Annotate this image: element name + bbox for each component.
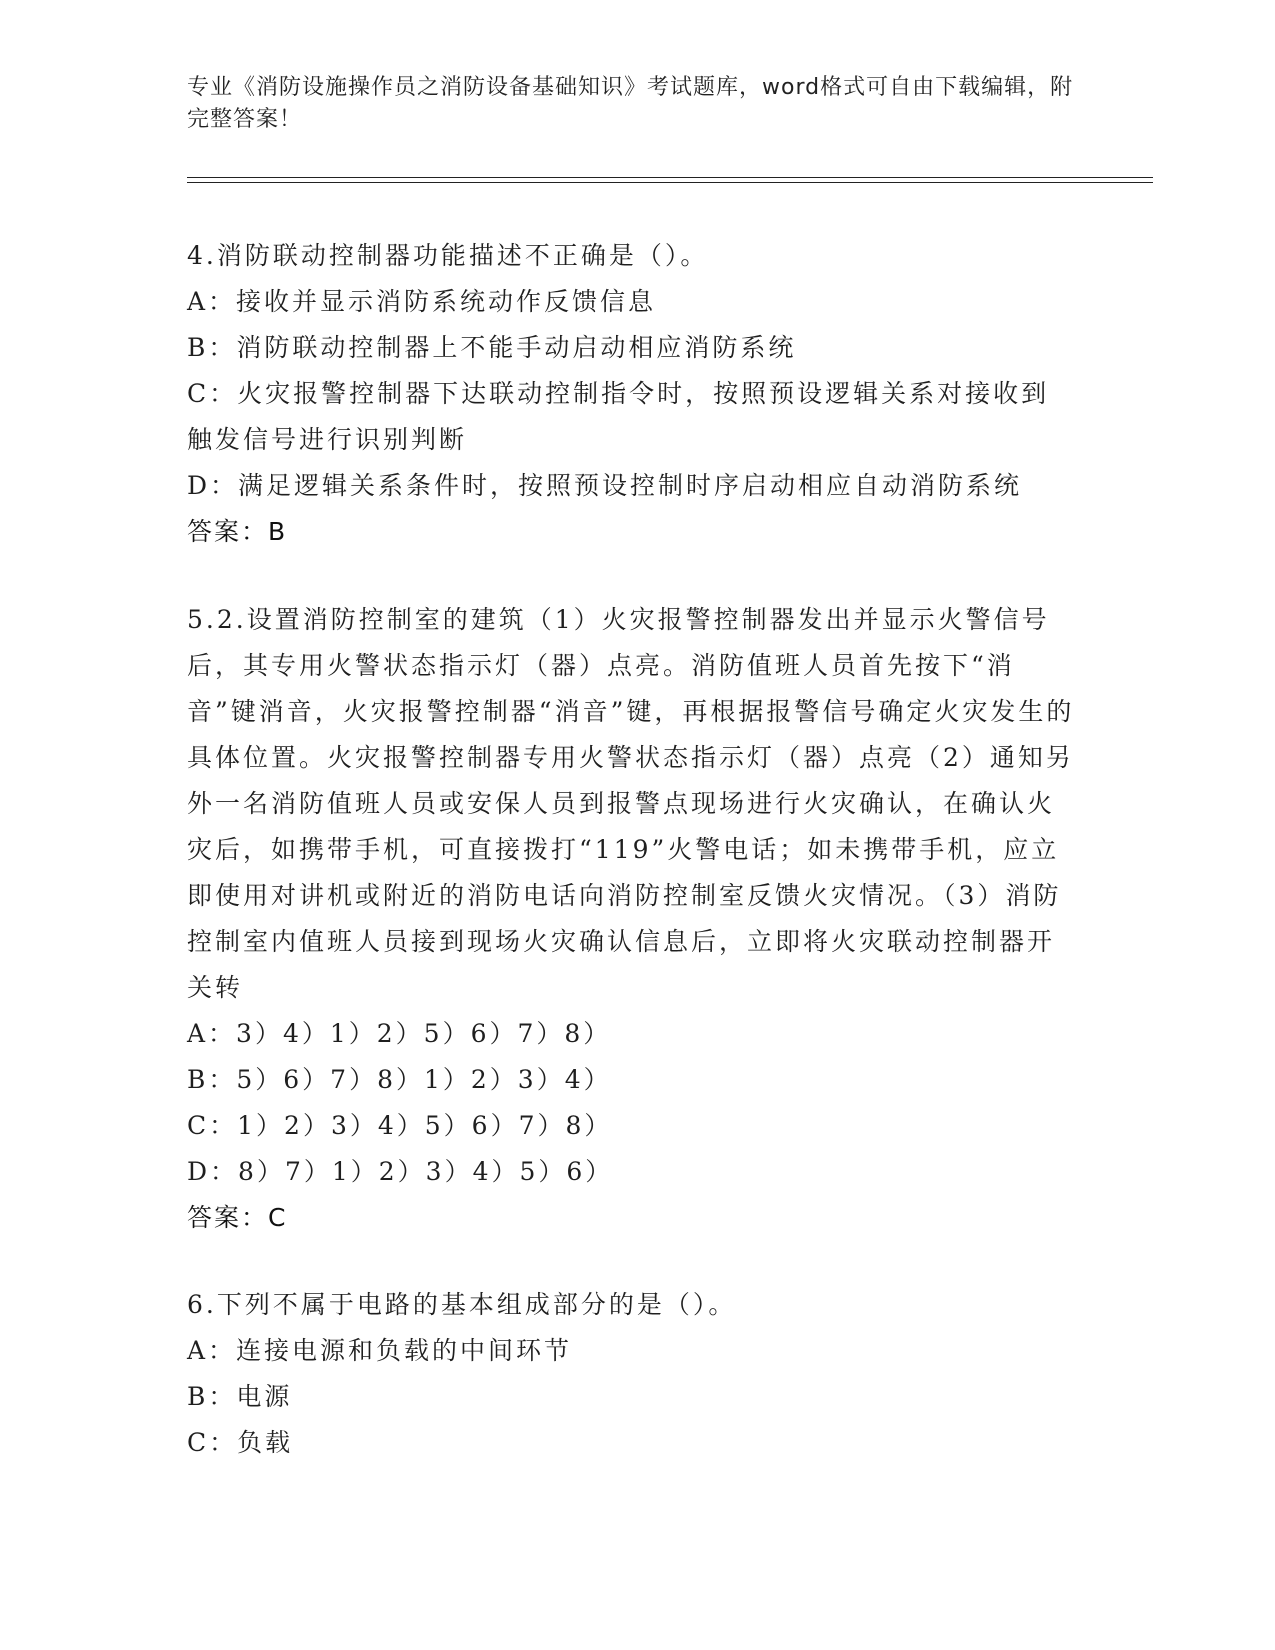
option-b: B：电源	[187, 1382, 293, 1411]
question-stem: 4.消防联动控制器功能描述不正确是（）。	[187, 241, 709, 270]
question-stem: 6.下列不属于电路的基本组成部分的是（）。	[187, 1290, 737, 1319]
document-header: 专业《消防设施操作员之消防设备基础知识》考试题库，word格式可自由下载编辑，附完整答案！	[187, 75, 1074, 132]
question-stem: 5.2.设置消防控制室的建筑（1）火灾报警控制器发出并显示火警信号后，其专用火警状态指示灯（器）点亮。消防值班人员首先按下“消音”键消音，火灾报警控制器“消音”键，再根据报警信号确定火灾发生的具体位置。火灾报警控制器专用火警状态指示灯（器）点亮（2）通知另外一名消防值班人员或安保人员到报警点现场进行火灾确认，在确认火灾后，如携带手机，可直接拨打“119”火警电话；如未携带手机，应立即使用对讲机或附近的消防电话向消防控制室反馈火灾情况。（3）消防控制室内值班人员接到现场火灾确认信息后，立即将火灾联动控制器开关转	[187, 605, 1075, 1002]
option-a: A：接收并显示消防系统动作反馈信息	[187, 287, 657, 316]
question-6	[187, 1282, 1077, 1466]
answer-label: 答案：C	[187, 1203, 288, 1232]
option-a: A：3）4）1）2）5）6）7）8）	[187, 1019, 612, 1048]
header-divider-top	[187, 177, 1153, 178]
option-c: C：火灾报警控制器下达联动控制指令时，按照预设逻辑关系对接收到触发信号进行识别判断	[187, 379, 1050, 454]
option-b: B：消防联动控制器上不能手动启动相应消防系统	[187, 333, 797, 362]
option-a: A：连接电源和负载的中间环节	[187, 1336, 573, 1365]
question-4	[187, 233, 1077, 555]
answer-label: 答案：B	[187, 517, 288, 546]
header-divider-bottom	[187, 182, 1153, 183]
question-5	[187, 597, 1077, 1241]
option-b: B：5）6）7）8）1）2）3）4）	[187, 1065, 612, 1094]
option-c: C：负载	[187, 1428, 294, 1457]
option-d: D：8）7）1）2）3）4）5）6）	[187, 1157, 614, 1186]
option-c: C：1）2）3）4）5）6）7）8）	[187, 1111, 613, 1140]
option-d: D：满足逻辑关系条件时，按照预设控制时序启动相应自动消防系统	[187, 471, 1023, 500]
